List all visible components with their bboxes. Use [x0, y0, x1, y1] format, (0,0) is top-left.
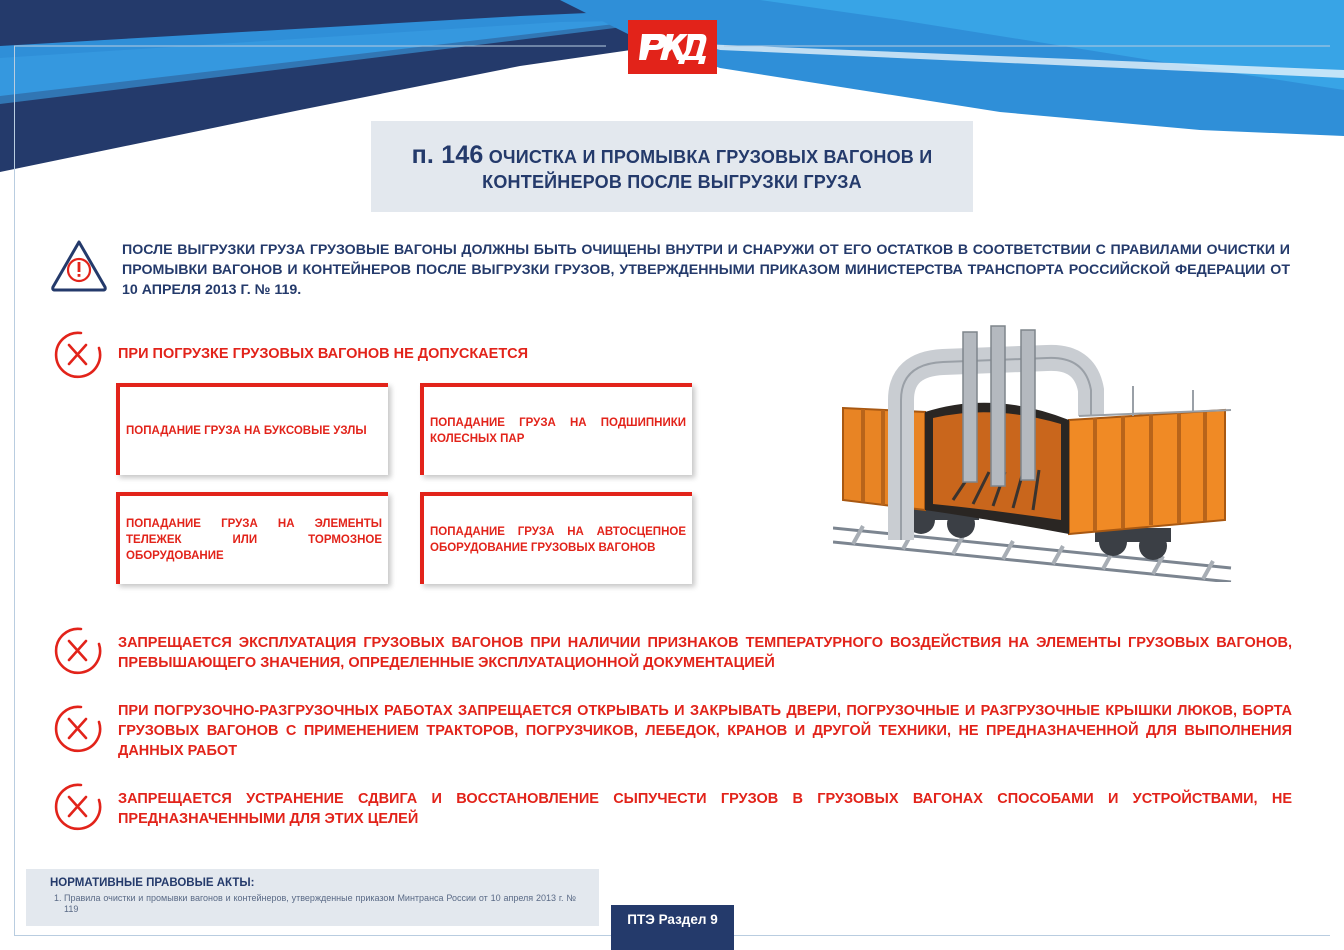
card-text: ПОПАДАНИЕ ГРУЗА НА ПОДШИПНИКИ КОЛЕСНЫХ ПАР — [430, 417, 686, 445]
intro-text: ПОСЛЕ ВЫГРУЗКИ ГРУЗА ГРУЗОВЫЕ ВАГОНЫ ДОЛЖНЫ БЫТЬ ОЧИЩЕНЫ ВНУТРИ И СНАРУЖИ ОТ ЕГО ОСТАТКОВ В СООТВЕТСТВИИ С ПРАВИЛАМИ ОЧИСТКИ И ПРОМЫВКИ ВАГОНОВ И КОНТЕЙНЕРОВ ПОСЛЕ ВЫГРУЗКИ ГРУЗОВ, УТВЕРЖДЕННЫМИ ПРИКАЗОМ МИНИСТЕРСТВА ТРАНСПОРТА РОССИЙСКОЙ ФЕДЕРАЦИИ ОТ 10 АПРЕЛЯ 2013 Г. № 119. — [122, 242, 1290, 298]
title-line-2: КОНТЕЙНЕРОВ ПОСЛЕ ВЫГРУЗКИ ГРУЗА — [482, 172, 862, 192]
normative-acts-box — [26, 869, 599, 926]
prohibition-card — [116, 383, 388, 475]
prohibition-card — [420, 492, 692, 584]
section-tag: ПТЭ Раздел 9 — [611, 905, 734, 950]
prohibition-card — [420, 383, 692, 475]
normative-item-text: Правила очистки и промывки вагонов и контейнеров, утвержденные приказом Минтранса России от 10 апреля 2013 г. № 119 — [64, 893, 576, 914]
paragraph-number: п. 146 — [411, 141, 484, 169]
railcar-cleaning-illustration — [833, 320, 1233, 582]
rule-text: ПРИ ПОГРУЗОЧНО-РАЗГРУЗОЧНЫХ РАБОТАХ ЗАПРЕЩАЕТСЯ ОТКРЫВАТЬ И ЗАКРЫВАТЬ ДВЕРИ, ПОГРУЗОЧНЫЕ И РАЗГРУЗОЧНЫЕ КРЫШКИ ЛЮКОВ, БОРТА ГРУЗОВЫХ ВАГОНОВ С ПРИМЕНЕНИЕМ ТРАКТОРОВ, ПОГРУЗЧИКОВ, ЛЕБЕДОК, КРАНОВ И ДРУГОЙ ТЕХНИКИ, НЕ ПРЕДНАЗНАЧЕННОЙ ДЛЯ ВЫПОЛНЕНИЯ ДАННЫХ РАБОТ — [118, 703, 1292, 759]
prohibited-x-icon — [51, 782, 103, 832]
normative-item — [54, 893, 576, 915]
prohibited-x-icon — [51, 330, 103, 380]
title-line-1 — [371, 141, 973, 170]
prohibited-x-icon — [51, 626, 103, 676]
rzd-logo-mark — [628, 20, 717, 74]
rule-text: ЗАПРЕЩАЕТСЯ ЭКСПЛУАТАЦИЯ ГРУЗОВЫХ ВАГОНОВ ПРИ НАЛИЧИИ ПРИЗНАКОВ ТЕМПЕРАТУРНОГО ВОЗДЕЙСТВИЯ НА ЭЛЕМЕНТЫ ГРУЗОВЫХ ВАГОНОВ, ПРЕВЫШАЮЩЕГО ЗНАЧЕНИЯ, ОПРЕДЕЛЕННЫЕ ЭКСПЛУАТАЦИОННОЙ ДОКУМЕНТАЦИЕЙ — [118, 635, 1292, 671]
prohibited-x-icon — [51, 704, 103, 754]
rule-text: ЗАПРЕЩАЕТСЯ УСТРАНЕНИЕ СДВИГА И ВОССТАНОВЛЕНИЕ СЫПУЧЕСТИ ГРУЗОВ В ГРУЗОВЫХ ВАГОНАХ СПОСОБАМИ И УСТРОЙСТВАМИ, НЕ ПРЕДНАЗНАЧЕННЫМИ ДЛЯ ЭТИХ ЦЕЛЕЙ — [118, 791, 1292, 827]
normative-list — [54, 893, 576, 915]
frame-left-line — [14, 46, 15, 936]
title-box — [371, 121, 973, 212]
loading-heading: ПРИ ПОГРУЗКЕ ГРУЗОВЫХ ВАГОНОВ НЕ ДОПУСКАЕТСЯ — [118, 346, 529, 362]
title-text-1: ОЧИСТКА И ПРОМЫВКА ГРУЗОВЫХ ВАГОНОВ И — [488, 147, 933, 167]
prohibition-card — [116, 492, 388, 584]
normative-title: НОРМАТИВНЫЕ ПРАВОВЫЕ АКТЫ: — [50, 877, 255, 889]
card-text: ПОПАДАНИЕ ГРУЗА НА БУКСОВЫЕ УЗЛЫ — [126, 425, 367, 437]
normative-item-number: 1. — [54, 893, 62, 903]
card-text: ПОПАДАНИЕ ГРУЗА НА ЭЛЕМЕНТЫ ТЕЛЕЖЕК ИЛИ ТОРМОЗНОЕ ОБОРУДОВАНИЕ — [126, 518, 382, 562]
card-text: ПОПАДАНИЕ ГРУЗА НА АВТОСЦЕПНОЕ ОБОРУДОВАНИЕ ГРУЗОВЫХ ВАГОНОВ — [430, 526, 686, 554]
warning-triangle-icon — [48, 238, 110, 294]
rzd-logo — [628, 20, 717, 74]
